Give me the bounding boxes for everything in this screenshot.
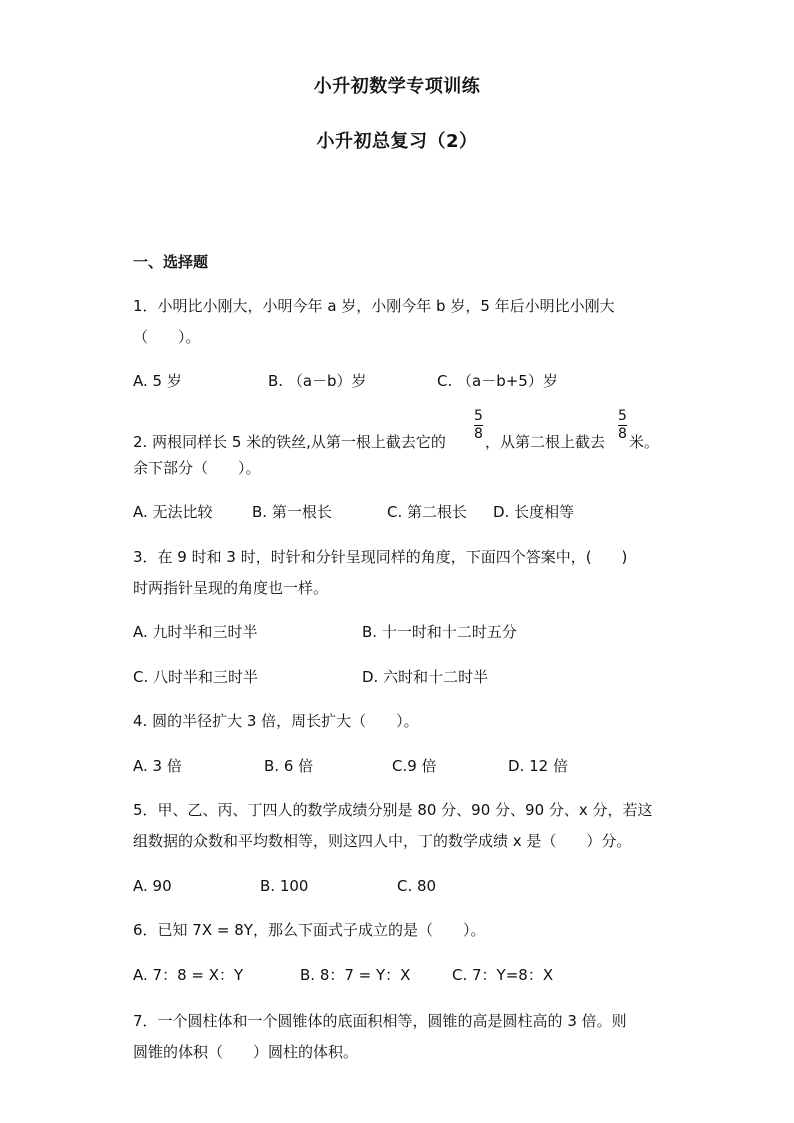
question-1-text: 1．小明比小刚大，小明今年 a 岁，小刚今年 b 岁，5 年后小明比小刚大 <box>133 297 615 315</box>
question-2-text-part3: 米。 <box>629 433 660 451</box>
question-3-option-a: A. 九时半和三时半 <box>133 623 258 641</box>
page-subtitle: 小升初总复习（2） <box>316 131 478 152</box>
question-1-text-cont: （ ）。 <box>133 328 201 346</box>
question-1-option-a: A. 5 岁 <box>133 372 182 390</box>
question-3-option-d: D. 六时和十二时半 <box>362 668 489 686</box>
question-2-text-cont: 余下部分（ ）。 <box>133 459 261 477</box>
question-5-option-b: B. 100 <box>260 877 309 895</box>
question-7-text: 7．一个圆柱体和一个圆锥体的底面积相等，圆锥的高是圆柱高的 3 倍。则 <box>133 1012 627 1030</box>
question-1-option-c: C. （a－b+5）岁 <box>437 372 558 390</box>
question-4-option-c: C.9 倍 <box>392 757 437 775</box>
question-3-text-cont: 时两指针呈现的角度也一样。 <box>133 579 329 597</box>
question-2-option-d: D. 长度相等 <box>493 503 575 521</box>
fraction-denominator: 8 <box>618 426 627 442</box>
section-heading: 一、选择题 <box>133 253 209 271</box>
question-4-option-d: D. 12 倍 <box>508 757 568 775</box>
question-3-option-c: C. 八时半和三时半 <box>133 668 259 686</box>
question-3-text: 3．在 9 时和 3 时，时针和分针呈现同样的角度，下面四个答案中，( ) <box>133 548 628 566</box>
question-2-option-a: A. 无法比较 <box>133 503 213 521</box>
question-1-option-b: B. （a－b）岁 <box>268 372 367 390</box>
question-6-option-a: A. 7：8 = X：Y <box>133 966 244 984</box>
question-5-option-c: C. 80 <box>397 877 437 895</box>
question-6-text: 6．已知 7X = 8Y，那么下面式子成立的是（ ）。 <box>133 921 486 939</box>
question-2-text <box>133 432 446 452</box>
fraction-five-eighths <box>474 409 483 442</box>
question-5-option-a: A. 90 <box>133 877 172 895</box>
question-6-option-c: C. 7：Y=8：X <box>452 966 554 984</box>
question-4-text: 4. 圆的半径扩大 3 倍，周长扩大（ ）。 <box>133 712 419 730</box>
question-5-text: 5．甲、乙、丙、丁四人的数学成绩分别是 80 分、90 分、90 分、x 分，若这 <box>133 801 653 819</box>
question-3-option-b: B. 十一时和十二时五分 <box>362 623 517 641</box>
question-4-option-b: B. 6 倍 <box>264 757 314 775</box>
question-5-text-cont: 组数据的众数和平均数相等，则这四人中，丁的数学成绩 x 是（ ）分。 <box>133 832 632 850</box>
fraction-numerator: 5 <box>474 408 483 424</box>
fraction-numerator: 5 <box>618 408 627 424</box>
question-2-option-c: C. 第二根长 <box>387 503 468 521</box>
question-2-text-part1: 2. 两根同样长 5 米的铁丝,从第一根上截去它的 <box>133 433 446 451</box>
question-7-text-cont: 圆锥的体积（ ）圆柱的体积。 <box>133 1043 359 1061</box>
question-2-text-part2: ，从第二根上截去 <box>485 433 606 451</box>
question-6-option-b: B. 8：7 = Y：X <box>300 966 411 984</box>
fraction-denominator: 8 <box>474 426 483 442</box>
question-4-option-a: A. 3 倍 <box>133 757 182 775</box>
page-title: 小升初数学专项训练 <box>313 76 481 97</box>
question-2-option-b: B. 第一根长 <box>252 503 332 521</box>
fraction-five-eighths <box>618 409 627 442</box>
